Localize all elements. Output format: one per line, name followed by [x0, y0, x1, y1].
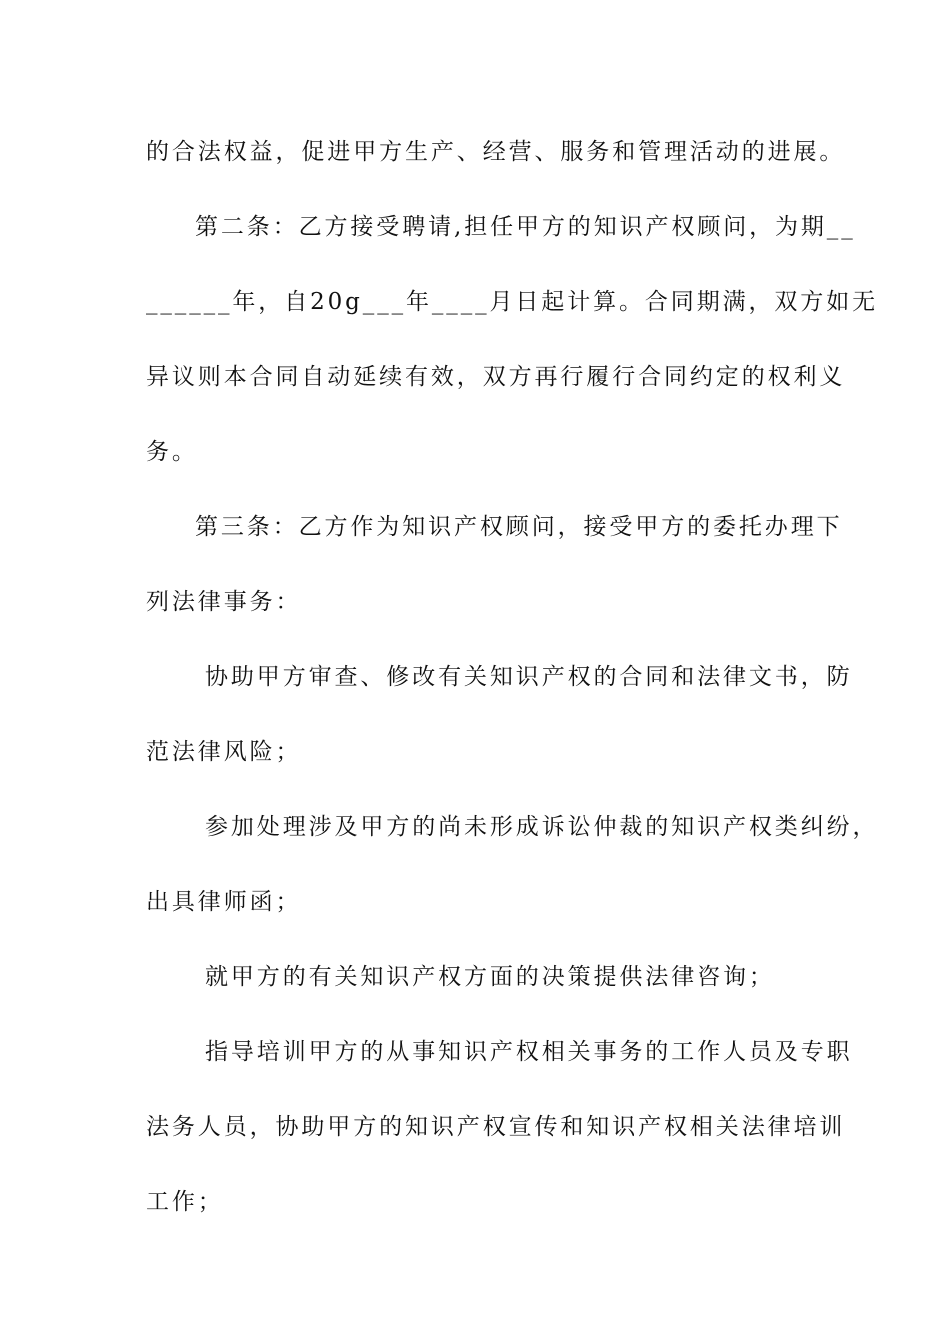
text-line: 指导培训甲方的从事知识产权相关事务的工作人员及专职 [205, 1039, 853, 1065]
text-line: 参加处理涉及甲方的尚未形成诉讼仲裁的知识产权类纠纷， [205, 814, 879, 840]
text-line: ______年，自20g___年____月日起计算。合同期满，双方如无 [146, 289, 878, 315]
text-line: 异议则本合同自动延续有效，双方再行履行合同约定的权利义 [146, 364, 846, 390]
text-line: 范法律风险； [146, 739, 302, 765]
text-line: 工作； [146, 1189, 224, 1215]
text-line: 列法律事务： [146, 589, 302, 615]
text-line: 出具律师函； [146, 889, 302, 915]
text-line: 第三条：乙方作为知识产权顾问，接受甲方的委托办理下 [195, 514, 843, 540]
text-line: 法务人员，协助甲方的知识产权宣传和知识产权相关法律培训 [146, 1114, 846, 1140]
text-line: 就甲方的有关知识产权方面的决策提供法律咨询； [205, 964, 775, 990]
text-line: 的合法权益，促进甲方生产、经营、服务和管理活动的进展。 [146, 139, 846, 165]
text-line: 务。 [146, 439, 198, 465]
text-line: 第二条：乙方接受聘请,担任甲方的知识产权顾问，为期__ [195, 214, 856, 240]
text-line: 协助甲方审查、修改有关知识产权的合同和法律文书，防 [205, 664, 853, 690]
